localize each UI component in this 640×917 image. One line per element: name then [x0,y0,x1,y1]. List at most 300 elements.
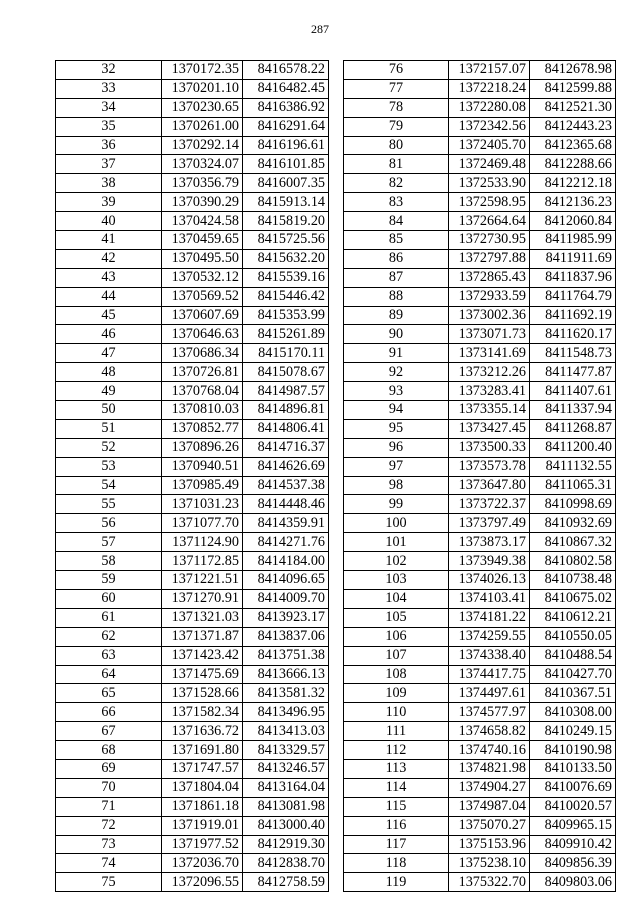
point-number-cell: 85 [344,231,449,250]
point-number-cell: 115 [344,797,449,816]
table-row [56,722,329,741]
y-coordinate-cell: 8410249.15 [530,722,616,741]
y-coordinate-cell: 8415170.11 [243,344,329,363]
y-coordinate-cell: 8410427.70 [530,665,616,684]
x-coordinate-cell: 1371636.72 [162,722,243,741]
point-number-cell: 39 [56,193,162,212]
x-coordinate-cell: 1374259.55 [449,627,530,646]
y-coordinate-cell: 8411764.79 [530,287,616,306]
x-coordinate-cell: 1374417.75 [449,665,530,684]
y-coordinate-cell: 8413246.57 [243,759,329,778]
table-row [344,98,616,117]
point-number-cell: 100 [344,514,449,533]
table-row [344,835,616,854]
point-number-cell: 106 [344,627,449,646]
point-number-cell: 40 [56,212,162,231]
table-row [344,174,616,193]
y-coordinate-cell: 8412443.23 [530,117,616,136]
point-number-cell: 55 [56,495,162,514]
table-row [56,552,329,571]
y-coordinate-cell: 8413581.32 [243,684,329,703]
x-coordinate-cell: 1373002.36 [449,306,530,325]
table-row [344,287,616,306]
point-number-cell: 35 [56,117,162,136]
x-coordinate-cell: 1370852.77 [162,419,243,438]
point-number-cell: 78 [344,98,449,117]
coordinates-table-right [343,60,616,892]
y-coordinate-cell: 8416101.85 [243,155,329,174]
y-coordinate-cell: 8416196.61 [243,136,329,155]
y-coordinate-cell: 8416482.45 [243,79,329,98]
point-number-cell: 44 [56,287,162,306]
y-coordinate-cell: 8412919.30 [243,835,329,854]
point-number-cell: 119 [344,873,449,892]
table-row [344,268,616,287]
y-coordinate-cell: 8410133.50 [530,759,616,778]
x-coordinate-cell: 1370985.49 [162,476,243,495]
y-coordinate-cell: 8411692.19 [530,306,616,325]
y-coordinate-cell: 8411268.87 [530,419,616,438]
x-coordinate-cell: 1373573.78 [449,457,530,476]
y-coordinate-cell: 8411407.61 [530,382,616,401]
point-number-cell: 110 [344,703,449,722]
point-number-cell: 89 [344,306,449,325]
x-coordinate-cell: 1372157.07 [449,61,530,80]
y-coordinate-cell: 8412365.68 [530,136,616,155]
table-row [56,797,329,816]
point-number-cell: 81 [344,155,449,174]
x-coordinate-cell: 1374740.16 [449,741,530,760]
table-row [56,306,329,325]
x-coordinate-cell: 1373141.69 [449,344,530,363]
table-row [56,419,329,438]
x-coordinate-cell: 1371321.03 [162,608,243,627]
point-number-cell: 95 [344,419,449,438]
x-coordinate-cell: 1371423.42 [162,646,243,665]
x-coordinate-cell: 1374987.04 [449,797,530,816]
y-coordinate-cell: 8410932.69 [530,514,616,533]
table-row [56,401,329,420]
y-coordinate-cell: 8410802.58 [530,552,616,571]
table-row [344,873,616,892]
x-coordinate-cell: 1370646.63 [162,325,243,344]
x-coordinate-cell: 1370201.10 [162,79,243,98]
x-coordinate-cell: 1371475.69 [162,665,243,684]
y-coordinate-cell: 8411911.69 [530,249,616,268]
y-coordinate-cell: 8413081.98 [243,797,329,816]
y-coordinate-cell: 8414716.37 [243,438,329,457]
table-row [344,136,616,155]
table-row [56,778,329,797]
x-coordinate-cell: 1370230.65 [162,98,243,117]
y-coordinate-cell: 8415913.14 [243,193,329,212]
x-coordinate-cell: 1370292.14 [162,136,243,155]
table-row [344,79,616,98]
point-number-cell: 111 [344,722,449,741]
table-row [344,514,616,533]
table-row [344,382,616,401]
table-row [56,608,329,627]
x-coordinate-cell: 1374103.41 [449,589,530,608]
point-number-cell: 34 [56,98,162,117]
y-coordinate-cell: 8415261.89 [243,325,329,344]
x-coordinate-cell: 1371371.87 [162,627,243,646]
x-coordinate-cell: 1373355.14 [449,401,530,420]
point-number-cell: 105 [344,608,449,627]
point-number-cell: 64 [56,665,162,684]
x-coordinate-cell: 1370768.04 [162,382,243,401]
point-number-cell: 75 [56,873,162,892]
x-coordinate-cell: 1372865.43 [449,268,530,287]
point-number-cell: 77 [344,79,449,98]
x-coordinate-cell: 1373283.41 [449,382,530,401]
x-coordinate-cell: 1370356.79 [162,174,243,193]
y-coordinate-cell: 8412838.70 [243,854,329,873]
point-number-cell: 82 [344,174,449,193]
y-coordinate-cell: 8413923.17 [243,608,329,627]
table-row [56,514,329,533]
x-coordinate-cell: 1370424.58 [162,212,243,231]
x-coordinate-cell: 1370172.35 [162,61,243,80]
table-row [56,268,329,287]
y-coordinate-cell: 8414359.91 [243,514,329,533]
y-coordinate-cell: 8410190.98 [530,741,616,760]
table-row [344,571,616,590]
y-coordinate-cell: 8411837.96 [530,268,616,287]
x-coordinate-cell: 1372933.59 [449,287,530,306]
table-row [56,79,329,98]
point-number-cell: 96 [344,438,449,457]
point-number-cell: 50 [56,401,162,420]
point-number-cell: 47 [56,344,162,363]
table-row [56,646,329,665]
point-number-cell: 102 [344,552,449,571]
point-number-cell: 116 [344,816,449,835]
x-coordinate-cell: 1371031.23 [162,495,243,514]
table-row [344,722,616,741]
table-row [56,533,329,552]
table-row [56,495,329,514]
point-number-cell: 53 [56,457,162,476]
x-coordinate-cell: 1373071.73 [449,325,530,344]
y-coordinate-cell: 8415078.67 [243,363,329,382]
table-row [56,155,329,174]
x-coordinate-cell: 1373873.17 [449,533,530,552]
y-coordinate-cell: 8415446.42 [243,287,329,306]
y-coordinate-cell: 8415725.56 [243,231,329,250]
point-number-cell: 112 [344,741,449,760]
table-row [344,759,616,778]
point-number-cell: 97 [344,457,449,476]
point-number-cell: 54 [56,476,162,495]
point-number-cell: 32 [56,61,162,80]
x-coordinate-cell: 1372405.70 [449,136,530,155]
y-coordinate-cell: 8410076.69 [530,778,616,797]
point-number-cell: 91 [344,344,449,363]
table-row [56,684,329,703]
y-coordinate-cell: 8410488.54 [530,646,616,665]
table-row [344,344,616,363]
y-coordinate-cell: 8414806.41 [243,419,329,438]
x-coordinate-cell: 1370390.29 [162,193,243,212]
x-coordinate-cell: 1373949.38 [449,552,530,571]
point-number-cell: 45 [56,306,162,325]
y-coordinate-cell: 8415819.20 [243,212,329,231]
point-number-cell: 37 [56,155,162,174]
y-coordinate-cell: 8411337.94 [530,401,616,420]
x-coordinate-cell: 1372664.64 [449,212,530,231]
y-coordinate-cell: 8414537.38 [243,476,329,495]
x-coordinate-cell: 1372797.88 [449,249,530,268]
x-coordinate-cell: 1371077.70 [162,514,243,533]
table-row [56,854,329,873]
point-number-cell: 67 [56,722,162,741]
point-number-cell: 118 [344,854,449,873]
x-coordinate-cell: 1370495.50 [162,249,243,268]
point-number-cell: 101 [344,533,449,552]
table-row [344,816,616,835]
point-number-cell: 103 [344,571,449,590]
point-number-cell: 41 [56,231,162,250]
y-coordinate-cell: 8413837.06 [243,627,329,646]
x-coordinate-cell: 1370261.00 [162,117,243,136]
y-coordinate-cell: 8413413.03 [243,722,329,741]
y-coordinate-cell: 8413164.04 [243,778,329,797]
point-number-cell: 108 [344,665,449,684]
x-coordinate-cell: 1374904.27 [449,778,530,797]
table-row [344,854,616,873]
y-coordinate-cell: 8411620.17 [530,325,616,344]
y-coordinate-cell: 8414009.70 [243,589,329,608]
y-coordinate-cell: 8411548.73 [530,344,616,363]
table-row [56,873,329,892]
y-coordinate-cell: 8413329.57 [243,741,329,760]
point-number-cell: 107 [344,646,449,665]
x-coordinate-cell: 1373722.37 [449,495,530,514]
table-row [56,174,329,193]
y-coordinate-cell: 8410738.48 [530,571,616,590]
point-number-cell: 49 [56,382,162,401]
point-number-cell: 113 [344,759,449,778]
point-number-cell: 61 [56,608,162,627]
y-coordinate-cell: 8410308.00 [530,703,616,722]
y-coordinate-cell: 8415539.16 [243,268,329,287]
x-coordinate-cell: 1371582.34 [162,703,243,722]
y-coordinate-cell: 8410367.51 [530,684,616,703]
table-row [344,155,616,174]
table-row [56,117,329,136]
x-coordinate-cell: 1374577.97 [449,703,530,722]
y-coordinate-cell: 8413751.38 [243,646,329,665]
table-row [344,476,616,495]
y-coordinate-cell: 8414271.76 [243,533,329,552]
table-row [56,741,329,760]
point-number-cell: 52 [56,438,162,457]
x-coordinate-cell: 1371977.52 [162,835,243,854]
y-coordinate-cell: 8412599.88 [530,79,616,98]
y-coordinate-cell: 8409965.15 [530,816,616,835]
table-row [344,457,616,476]
x-coordinate-cell: 1373212.26 [449,363,530,382]
point-number-cell: 38 [56,174,162,193]
table-row [56,98,329,117]
table-row [56,816,329,835]
y-coordinate-cell: 8414896.81 [243,401,329,420]
table-row [56,457,329,476]
table-row [344,627,616,646]
y-coordinate-cell: 8412288.66 [530,155,616,174]
table-row [344,533,616,552]
y-coordinate-cell: 8412060.84 [530,212,616,231]
table-row [56,344,329,363]
x-coordinate-cell: 1372533.90 [449,174,530,193]
x-coordinate-cell: 1371221.51 [162,571,243,590]
y-coordinate-cell: 8412521.30 [530,98,616,117]
point-number-cell: 43 [56,268,162,287]
point-number-cell: 109 [344,684,449,703]
point-number-cell: 76 [344,61,449,80]
table-row [56,382,329,401]
point-number-cell: 93 [344,382,449,401]
point-number-cell: 62 [56,627,162,646]
y-coordinate-cell: 8416007.35 [243,174,329,193]
point-number-cell: 63 [56,646,162,665]
y-coordinate-cell: 8412212.18 [530,174,616,193]
x-coordinate-cell: 1372730.95 [449,231,530,250]
table-row [344,552,616,571]
table-row [344,306,616,325]
point-number-cell: 69 [56,759,162,778]
table-row [56,212,329,231]
point-number-cell: 70 [56,778,162,797]
table-row [344,684,616,703]
y-coordinate-cell: 8414096.65 [243,571,329,590]
table-row [56,571,329,590]
table-row [56,835,329,854]
y-coordinate-cell: 8412678.98 [530,61,616,80]
x-coordinate-cell: 1371861.18 [162,797,243,816]
x-coordinate-cell: 1375070.27 [449,816,530,835]
x-coordinate-cell: 1370569.52 [162,287,243,306]
x-coordinate-cell: 1371804.04 [162,778,243,797]
x-coordinate-cell: 1375322.70 [449,873,530,892]
x-coordinate-cell: 1371528.66 [162,684,243,703]
x-coordinate-cell: 1372469.48 [449,155,530,174]
table-row [56,759,329,778]
x-coordinate-cell: 1373427.45 [449,419,530,438]
y-coordinate-cell: 8411132.55 [530,457,616,476]
table-row [56,703,329,722]
point-number-cell: 87 [344,268,449,287]
x-coordinate-cell: 1371747.57 [162,759,243,778]
point-number-cell: 72 [56,816,162,835]
x-coordinate-cell: 1371172.85 [162,552,243,571]
y-coordinate-cell: 8410867.32 [530,533,616,552]
x-coordinate-cell: 1372598.95 [449,193,530,212]
point-number-cell: 51 [56,419,162,438]
x-coordinate-cell: 1372280.08 [449,98,530,117]
x-coordinate-cell: 1372218.24 [449,79,530,98]
table-row [344,778,616,797]
x-coordinate-cell: 1372036.70 [162,854,243,873]
y-coordinate-cell: 8414184.00 [243,552,329,571]
table-row [344,797,616,816]
point-number-cell: 66 [56,703,162,722]
point-number-cell: 74 [56,854,162,873]
x-coordinate-cell: 1374338.40 [449,646,530,665]
table-row [56,325,329,344]
y-coordinate-cell: 8411985.99 [530,231,616,250]
table-row [344,249,616,268]
y-coordinate-cell: 8416578.22 [243,61,329,80]
point-number-cell: 83 [344,193,449,212]
x-coordinate-cell: 1374821.98 [449,759,530,778]
y-coordinate-cell: 8413666.13 [243,665,329,684]
y-coordinate-cell: 8411200.40 [530,438,616,457]
table-row [56,61,329,80]
x-coordinate-cell: 1373647.80 [449,476,530,495]
point-number-cell: 59 [56,571,162,590]
x-coordinate-cell: 1372342.56 [449,117,530,136]
point-number-cell: 73 [56,835,162,854]
point-number-cell: 65 [56,684,162,703]
point-number-cell: 99 [344,495,449,514]
point-number-cell: 94 [344,401,449,420]
coordinates-table-left [55,60,329,892]
x-coordinate-cell: 1374497.61 [449,684,530,703]
table-row [56,363,329,382]
y-coordinate-cell: 8412136.23 [530,193,616,212]
point-number-cell: 88 [344,287,449,306]
table-row [344,193,616,212]
table-row [56,627,329,646]
y-coordinate-cell: 8410020.57 [530,797,616,816]
point-number-cell: 56 [56,514,162,533]
y-coordinate-cell: 8409910.42 [530,835,616,854]
x-coordinate-cell: 1375238.10 [449,854,530,873]
point-number-cell: 79 [344,117,449,136]
x-coordinate-cell: 1370607.69 [162,306,243,325]
table-row [344,703,616,722]
point-number-cell: 33 [56,79,162,98]
y-coordinate-cell: 8416386.92 [243,98,329,117]
y-coordinate-cell: 8410550.05 [530,627,616,646]
table-row [56,438,329,457]
point-number-cell: 84 [344,212,449,231]
point-number-cell: 98 [344,476,449,495]
table-row [344,61,616,80]
x-coordinate-cell: 1370810.03 [162,401,243,420]
table-row [344,608,616,627]
table-row [344,117,616,136]
y-coordinate-cell: 8411065.31 [530,476,616,495]
table-row [56,249,329,268]
point-number-cell: 60 [56,589,162,608]
table-row [344,212,616,231]
table-row [344,646,616,665]
table-row [344,325,616,344]
table-row [344,495,616,514]
y-coordinate-cell: 8409856.39 [530,854,616,873]
table-row [56,193,329,212]
y-coordinate-cell: 8410675.02 [530,589,616,608]
point-number-cell: 42 [56,249,162,268]
table-row [56,287,329,306]
y-coordinate-cell: 8411477.87 [530,363,616,382]
x-coordinate-cell: 1373797.49 [449,514,530,533]
point-number-cell: 117 [344,835,449,854]
point-number-cell: 104 [344,589,449,608]
